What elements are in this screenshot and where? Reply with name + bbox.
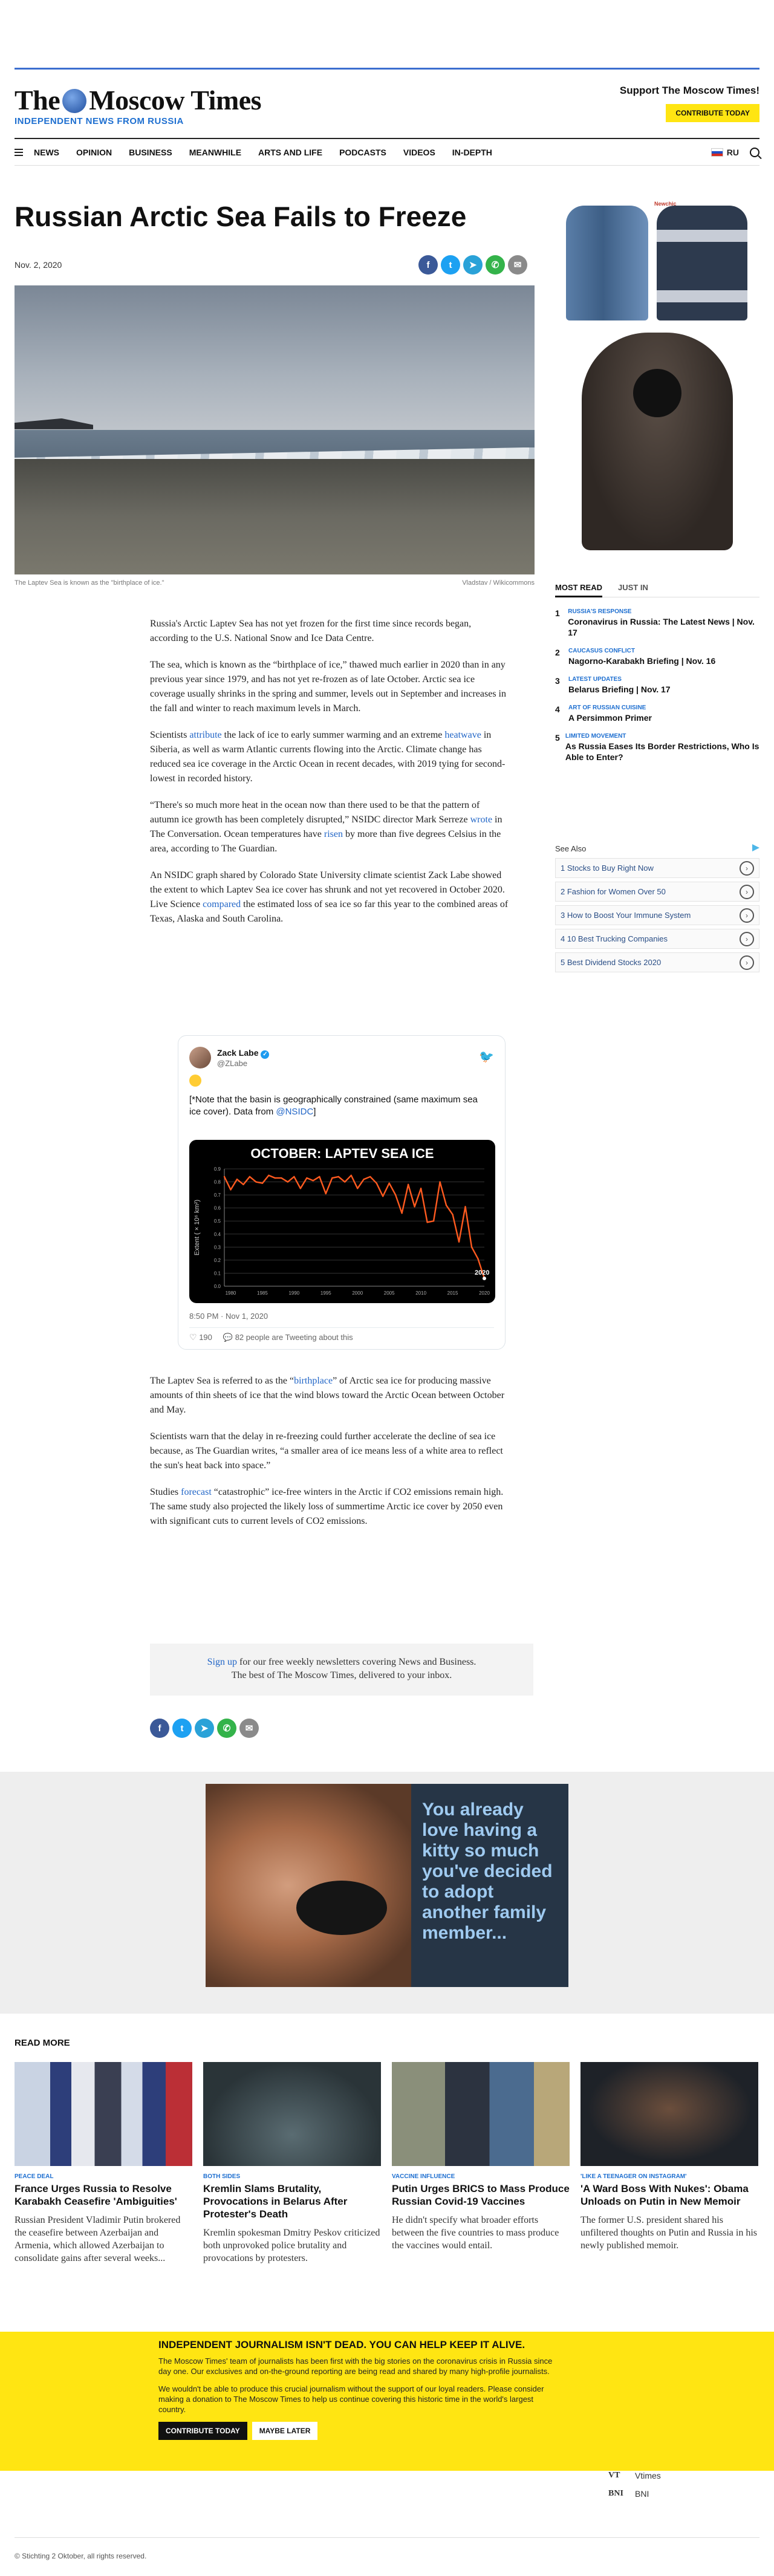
newsletter-signup-link[interactable]: Sign up — [207, 1657, 237, 1667]
email-share-icon[interactable]: ✉ — [508, 255, 527, 275]
vtimes-logo-icon: VT — [608, 2471, 620, 2480]
chevron-right-icon: › — [740, 908, 754, 923]
chart-highlight-label: 2020 — [475, 1269, 490, 1277]
article-hero-image — [15, 285, 535, 574]
nav-item-business[interactable]: BUSINESS — [129, 147, 172, 157]
see-also-item[interactable]: 3 How to Boost Your Immune System › — [555, 905, 759, 925]
share-bar-bottom — [150, 1719, 259, 1738]
chart-x-tick-label: 1985 — [257, 1290, 268, 1296]
twitter-bird-icon[interactable]: 🐦 — [479, 1050, 494, 1064]
chart-data-point — [306, 1177, 307, 1179]
ad-brand-label: Newchic — [654, 201, 677, 207]
nav-item-in-depth[interactable]: IN-DEPTH — [452, 147, 492, 157]
chart-x-tick-label: 1990 — [288, 1290, 300, 1296]
list-item[interactable]: 3 LATEST UPDATES Belarus Briefing | Nov. 17 — [555, 676, 671, 694]
chart-y-tick-label: 0.8 — [213, 1179, 221, 1185]
read-more-card[interactable]: 'LIKE A TEENAGER ON INSTAGRAM' 'A Ward Boss With Nukes': Obama Unloads on Putin in New Memoir The former U.S. president shared his unfiltered thoughts on Putin and Russia in his newly published memoir. — [580, 2062, 758, 2265]
link-birthplace[interactable]: birthplace — [294, 1376, 333, 1386]
chart-x-tick-label: 2020 — [479, 1290, 490, 1296]
chevron-right-icon: › — [740, 861, 754, 876]
chart-data-point — [268, 1175, 269, 1176]
search-icon[interactable] — [750, 148, 759, 157]
chart-data-point — [401, 1212, 402, 1214]
email-share-icon[interactable]: ✉ — [239, 1719, 259, 1738]
tweet-embed[interactable] — [178, 1035, 506, 1350]
see-also-item[interactable]: 5 Best Dividend Stocks 2020 › — [555, 952, 759, 972]
article-paragraph: Scientists warn that the delay in re-freezing could further accelerate the decline of sea ice because, as The Guardian writes, “a smaller area of ice means less of a white area to reflect the sun's heat back into space.” — [150, 1431, 503, 1471]
newsletter-signup: Sign up for our free weekly newsletters covering News and Business. The best of The Moscow Times, delivered to your inbox. — [150, 1644, 533, 1696]
chart-y-tick-label: 0.9 — [213, 1166, 221, 1172]
avatar[interactable] — [189, 1047, 211, 1068]
chart-data-point — [357, 1188, 358, 1189]
chart-data-point — [331, 1177, 333, 1179]
chart-y-tick-label: 0.5 — [213, 1218, 221, 1225]
article-date: Nov. 2, 2020 — [15, 260, 62, 270]
support-banner-title: INDEPENDENT JOURNALISM ISN'T DEAD. YOU CAN HELP KEEP IT ALIVE. — [158, 2339, 525, 2350]
tweeting-about-link[interactable]: 💬 82 people are Tweeting about this — [223, 1332, 353, 1342]
chart-x-tick-label: 1980 — [225, 1290, 236, 1296]
link-risen[interactable]: risen — [324, 829, 343, 839]
chart-data-point — [458, 1241, 460, 1243]
chart-data-point — [382, 1195, 383, 1197]
tab-most-read[interactable]: MOST READ — [555, 583, 602, 597]
chart-data-point — [446, 1205, 447, 1206]
see-also-item[interactable]: 2 Fashion for Women Over 50 › — [555, 882, 759, 902]
chart-data-point — [351, 1175, 352, 1176]
most-read-list — [555, 608, 759, 772]
twitter-share-icon[interactable]: t — [172, 1719, 192, 1738]
contribute-today-button[interactable]: CONTRIBUTE TODAY — [158, 2422, 247, 2440]
nav-item-opinion[interactable]: OPINION — [76, 147, 112, 157]
laptev-ice-chart[interactable] — [189, 1140, 495, 1303]
speech-bubble-icon: 💬 — [223, 1332, 233, 1342]
maybe-later-button[interactable]: MAYBE LATER — [252, 2422, 318, 2440]
article-paragraph: The Laptev Sea is referred to as the “birthplace” of Arctic sea ice for producing massive amounts of thin sheets of ice that the wind blows toward the Arctic Ocean between October and May. — [150, 1376, 505, 1415]
chart-y-tick-label: 0.6 — [213, 1205, 221, 1211]
chart-data-point — [420, 1188, 421, 1189]
support-title: Support The Moscow Times! — [619, 85, 759, 96]
article-body-top — [150, 617, 510, 938]
facebook-share-icon[interactable]: f — [150, 1719, 169, 1738]
adchoices-icon[interactable] — [752, 844, 759, 851]
see-also-ad — [555, 844, 759, 976]
chart-data-point — [344, 1181, 345, 1182]
read-more-grid — [15, 2062, 759, 2265]
contribute-button[interactable]: CONTRIBUTE TODAY — [666, 104, 759, 122]
tweet-actions — [189, 1332, 353, 1342]
support-banner-text: The Moscow Times' team of journalists has been first with the big stories on the coronavirus crisis in Russia since day one. Our exclusives and on-the-ground reporting are being read and shared by many high-profile journalists. — [158, 2356, 553, 2376]
chevron-right-icon: › — [740, 932, 754, 946]
ad-product-image[interactable] — [566, 206, 648, 320]
chart-y-tick-label: 0.0 — [213, 1284, 221, 1289]
read-more-image[interactable] — [392, 2062, 570, 2166]
see-also-title: See Also — [555, 844, 587, 853]
tweet-author-name[interactable]: Zack Labe ✓ — [217, 1048, 269, 1059]
chart-data-point — [471, 1246, 472, 1247]
partner-link[interactable]: BNI BNI — [608, 2489, 649, 2499]
chart-data-point — [262, 1183, 263, 1184]
share-bar-top — [418, 255, 527, 275]
facebook-share-icon[interactable]: f — [418, 255, 438, 275]
chart-data-point — [338, 1176, 339, 1177]
tweet-mention-link[interactable]: @NSIDC — [276, 1107, 314, 1117]
chart-x-tick-label: 2010 — [415, 1290, 427, 1296]
chart-data-point — [452, 1214, 453, 1215]
tweet-text: [*Note that the basin is geographically constrained (same maximum sea ice cover). Data from @NSIDC] — [189, 1094, 478, 1117]
twitter-share-icon[interactable]: t — [441, 255, 460, 275]
most-read-tabs — [555, 583, 759, 597]
tweet-timestamp[interactable]: 8:50 PM · Nov 1, 2020 — [189, 1312, 268, 1321]
grin-emoji-icon — [189, 1075, 201, 1087]
ad-product-image[interactable] — [582, 333, 733, 550]
chart-x-tick-label: 1995 — [320, 1290, 331, 1296]
article-paragraph: “There's so much more heat in the ocean now than there used to be that the pattern of autumn ice growth has been completely disrupted,” NSIDC director Mark Serreze wrote in The Conversation. Ocean temperatures have risen by more than five degrees Celsius in the area, according to The Guardian. — [150, 800, 502, 854]
list-item[interactable]: 5 LIMITED MOVEMENT As Russia Eases Its Border Restrictions, Who Is Able to Enter? — [555, 733, 759, 762]
chart-y-tick-label: 0.7 — [213, 1192, 221, 1199]
globe-icon — [62, 89, 86, 113]
top-accent-line — [15, 68, 759, 70]
russian-flag-icon — [711, 148, 723, 157]
nav-item-podcasts[interactable]: PODCASTS — [339, 147, 386, 157]
chart-data-point — [325, 1193, 327, 1194]
chart-y-tick-label: 0.2 — [213, 1257, 221, 1263]
read-more-image[interactable] — [15, 2062, 192, 2166]
article-paragraph: Studies forecast “catastrophic” ice-free winters in the Arctic if CO2 emissions remain high. The same study also projected the likely loss of summertime Arctic ice cover by 2050 even with significant cuts to current levels of CO2 emissions. — [150, 1487, 504, 1526]
article-paragraph: Russia's Arctic Laptev Sea has not yet frozen for the first time since records began, according to the U.S. National Snow and Ice Data Centre. — [150, 619, 472, 643]
image-caption — [15, 579, 535, 587]
support-banner-text: We wouldn't be able to produce this crucial journalism without the support of our loyal readers. Please consider making a donation to The Moscow Times to help us continue covering this historic time in the world's largest country. — [158, 2384, 544, 2414]
chart-x-tick-label: 2005 — [383, 1290, 395, 1296]
support-box — [620, 85, 759, 122]
tab-just-in[interactable]: JUST IN — [618, 583, 648, 592]
chart-y-tick-label: 0.3 — [213, 1244, 221, 1251]
whatsapp-share-icon[interactable]: ✆ — [486, 255, 505, 275]
link-attribute[interactable]: attribute — [189, 730, 222, 740]
see-also-item[interactable]: 4 10 Best Trucking Companies › — [555, 929, 759, 949]
chart-data-point — [376, 1183, 377, 1184]
menu-icon[interactable] — [15, 147, 23, 158]
support-banner — [0, 2332, 774, 2471]
chart-y-axis-label: Extent ( × 10⁶ km²) — [194, 1199, 201, 1256]
footer-copyright: © Stichting 2 Oktober, all rights reserved. — [15, 2552, 147, 2560]
promo-text: You already love having a kitty so much you've decided to adopt another family member... — [422, 1800, 553, 1943]
chart-highlight-point — [483, 1277, 486, 1280]
image-credit: Vladstav / Wikicommons — [462, 579, 535, 587]
chart-y-tick-label: 0.4 — [213, 1231, 221, 1237]
link-forecast[interactable]: forecast — [181, 1487, 212, 1497]
promo-ad[interactable] — [206, 1784, 568, 1987]
chart-data-point — [369, 1176, 371, 1177]
read-more-image[interactable] — [580, 2062, 758, 2166]
chart-title: OCTOBER: LAPTEV SEA ICE — [250, 1146, 434, 1161]
read-more-image[interactable] — [203, 2062, 381, 2166]
bni-logo-icon: BNI — [608, 2489, 623, 2498]
read-more-title: READ MORE — [15, 2038, 70, 2048]
nav-item-news[interactable]: NEWS — [34, 147, 59, 157]
chart-data-point — [414, 1206, 415, 1207]
see-also-item[interactable]: 1 Stocks to Buy Right Now › — [555, 858, 759, 878]
chart-data-point — [395, 1194, 396, 1195]
chart-data-point — [300, 1188, 301, 1189]
list-item[interactable]: 1 RUSSIA'S RESPONSE Coronavirus in Russia: The Latest News | Nov. 17 — [555, 608, 755, 637]
chart-series-line — [224, 1176, 484, 1278]
nav-item-videos[interactable]: VIDEOS — [403, 147, 435, 157]
partner-link[interactable]: VT Vtimes — [608, 2471, 661, 2480]
chart-data-point — [363, 1179, 365, 1180]
main-nav — [15, 138, 759, 166]
nav-item-arts-and-life[interactable]: ARTS AND LIFE — [258, 147, 323, 157]
verified-icon: ✓ — [261, 1050, 269, 1059]
chart-data-point — [236, 1179, 238, 1180]
list-item[interactable]: 2 CAUCASUS CONFLICT Nagorno-Karabakh Briefing | Nov. 16 — [555, 648, 716, 666]
chart-data-point — [255, 1181, 256, 1182]
read-more-card[interactable]: PEACE DEAL France Urges Russia to Resolve Karabakh Ceasefire 'Ambiguities' Russian President Vladimir Putin brokered the ceasefire between Azerbaijan and Armenia, which allowed Azerbaijan to consolidate gains after several weeks... — [15, 2062, 192, 2265]
language-switch[interactable]: RU — [711, 148, 739, 157]
image-caption-text: The Laptev Sea is known as the "birthplace of ice." — [15, 579, 164, 587]
chart-data-point — [230, 1189, 231, 1190]
link-heatwave[interactable]: heatwave — [444, 730, 481, 740]
chart-data-point — [281, 1177, 282, 1179]
promo-photo — [206, 1784, 411, 1987]
chart-data-point — [249, 1176, 250, 1177]
chart-x-tick-label: 2015 — [447, 1290, 458, 1296]
sidebar-ad[interactable] — [555, 197, 759, 554]
telegram-share-icon[interactable]: ➤ — [195, 1719, 214, 1738]
partners-list — [608, 2471, 661, 2507]
read-more-card[interactable]: VACCINE INFLUENCE Putin Urges BRICS to Mass Produce Russian Covid-19 Vaccines He didn't specify what broader efforts between the five countries to mass produce the vaccines would entail. — [392, 2062, 570, 2265]
article-title: Russian Arctic Sea Fails to Freeze — [15, 201, 467, 232]
chart-data-point — [464, 1206, 466, 1207]
telegram-share-icon[interactable]: ➤ — [463, 255, 483, 275]
article-body-bottom — [150, 1374, 510, 1541]
chart-data-point — [477, 1258, 478, 1260]
whatsapp-share-icon[interactable]: ✆ — [217, 1719, 236, 1738]
chart-x-tick-label: 2000 — [352, 1290, 363, 1296]
chart-data-point — [242, 1184, 244, 1185]
chart-data-point — [408, 1184, 409, 1185]
chart-data-point — [319, 1176, 320, 1177]
site-tagline: INDEPENDENT NEWS FROM RUSSIA — [15, 116, 184, 126]
chart-data-point — [224, 1176, 225, 1177]
chart-data-point — [388, 1183, 389, 1184]
article-paragraph: An NSIDC graph shared by Colorado State University climate scientist Zack Labe showed the extent to which Laptev Sea ice cover has shrunk and not yet recovered in October 2020. Live Science compared the estimated loss of sea ice so far this year to the combined areas of Texas, Alaska and South Carolina. — [150, 870, 509, 924]
link-compared[interactable]: compared — [203, 899, 241, 909]
chart-data-point — [433, 1220, 434, 1221]
chart-data-point — [426, 1221, 428, 1223]
article-paragraph: The sea, which is known as the “birthplace of ice,” thawed much earlier in 2020 than in any previous year since 1979, and has not yet re-frozen as of late October. Arctic sea ice coverage usually shrinks in the spring and summer, levels out in September and increases in the fall and winter to reach maximum levels in March. — [150, 660, 506, 714]
link-wrote[interactable]: wrote — [470, 815, 493, 825]
list-item[interactable]: 4 ART OF RUSSIAN CUISINE A Persimmon Primer — [555, 704, 652, 723]
chevron-right-icon: › — [740, 885, 754, 899]
newsletter-subtext: The best of The Moscow Times, delivered to your inbox. — [231, 1670, 452, 1680]
site-logo[interactable]: The Moscow Times INDEPENDENT NEWS FROM RUSSIA — [15, 85, 262, 126]
tweet-author-handle[interactable]: @ZLabe — [217, 1059, 248, 1068]
chart-y-tick-label: 0.1 — [213, 1270, 221, 1277]
nav-item-meanwhile[interactable]: MEANWHILE — [189, 147, 242, 157]
article-paragraph: Scientists attribute the lack of ice to early summer warming and an extreme heatwave in Siberia, as well as warm Atlantic currents flowing into the Arctic. Climate change has reduced sea ice coverage in the Arctic Ocean in recent decades, with 2019 tying for second-lowest in recorded history. — [150, 730, 506, 784]
read-more-card[interactable]: BOTH SIDES Kremlin Slams Brutality, Provocations in Belarus After Protester's Death Kremlin spokesman Dmitry Peskov criticized both unprovoked police brutality and provocations by protesters. — [203, 2062, 381, 2265]
heart-icon: ♡ — [189, 1332, 197, 1342]
chart-data-point — [275, 1177, 276, 1179]
chevron-right-icon: › — [740, 955, 754, 970]
ad-product-image[interactable] — [657, 206, 747, 320]
chart-data-point — [313, 1180, 314, 1181]
chart-data-point — [439, 1181, 440, 1182]
chart-data-point — [287, 1181, 288, 1182]
chart-svg — [189, 1140, 495, 1303]
like-button[interactable]: ♡ 190 — [189, 1332, 212, 1342]
chart-data-point — [293, 1176, 294, 1177]
